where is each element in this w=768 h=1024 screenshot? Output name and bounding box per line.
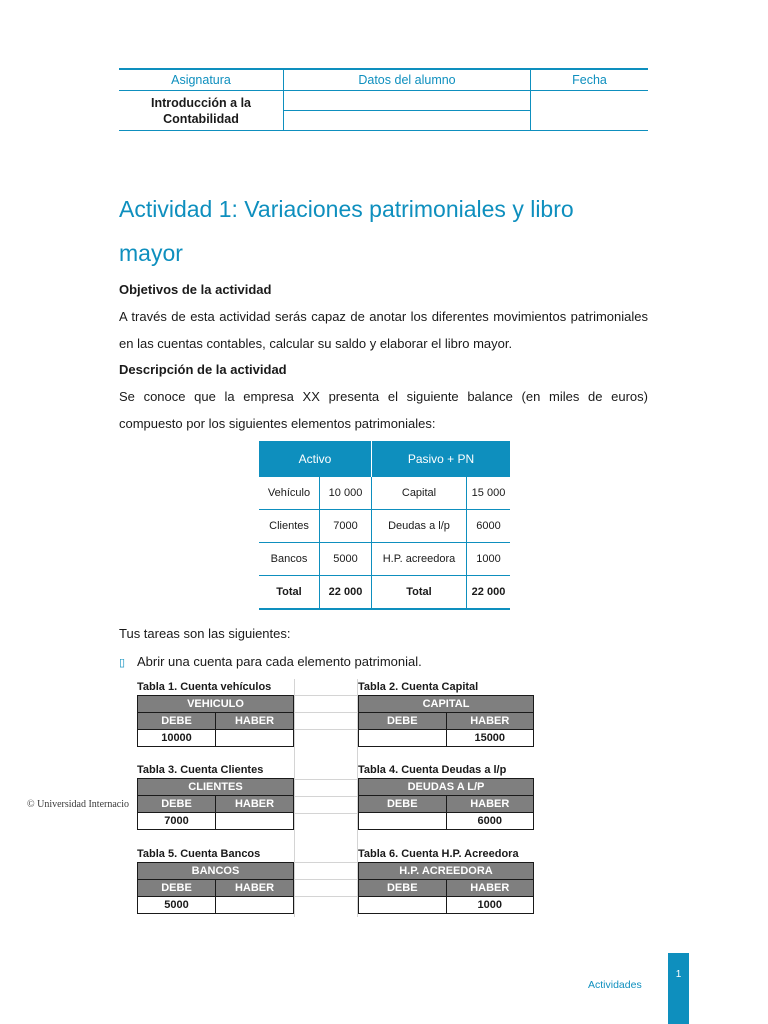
page-number-tab bbox=[668, 953, 689, 1024]
haber-label: HABER bbox=[215, 796, 293, 812]
account-columns bbox=[358, 796, 534, 812]
liability-name: Capital bbox=[372, 477, 467, 510]
description-text: Se conoce que la empresa XX presenta el siguiente balance (en miles de euros) compuesto por los siguientes elementos patrimoniales: bbox=[119, 389, 648, 431]
haber-label: HABER bbox=[446, 713, 534, 729]
subject-line-1: Introducción a la bbox=[150, 95, 251, 110]
account-values bbox=[358, 812, 534, 830]
haber-value: 6000 bbox=[446, 813, 534, 829]
header-date-label: Fecha bbox=[531, 69, 649, 91]
grid-line bbox=[294, 712, 357, 713]
objectives-text: A través de esta actividad serás capaz de anotar los diferentes movimientos patrimoniales en las cuentas contables, calcular su saldo y elaborar el libro mayor. bbox=[119, 309, 648, 351]
description-heading: Descripción de la actividad bbox=[119, 362, 287, 377]
liability-value: 6000 bbox=[467, 510, 511, 543]
account-columns bbox=[358, 880, 534, 896]
objectives-heading: Objetivos de la actividad bbox=[119, 282, 272, 297]
account-name: DEUDAS A L/P bbox=[358, 778, 534, 796]
account-name: VEHICULO bbox=[137, 695, 294, 713]
header-subject-label: Asignatura bbox=[119, 69, 284, 91]
liability-value: 15 000 bbox=[467, 477, 511, 510]
account-values bbox=[137, 812, 294, 830]
asset-name: Clientes bbox=[259, 510, 320, 543]
grid-line bbox=[294, 896, 357, 897]
debe-value: 5000 bbox=[164, 899, 189, 911]
copyright-text: © Universidad Internacio bbox=[27, 799, 130, 810]
account-deudas bbox=[358, 762, 534, 830]
grid-line bbox=[294, 862, 357, 863]
haber-value: 1000 bbox=[446, 897, 534, 913]
asset-value: 5000 bbox=[320, 543, 372, 576]
debe-label: DEBE bbox=[161, 715, 192, 727]
haber-value bbox=[215, 813, 293, 829]
haber-value bbox=[215, 730, 293, 746]
accounts-sheet bbox=[137, 679, 535, 917]
haber-label: HABER bbox=[446, 796, 534, 812]
liability-value: 22 000 bbox=[467, 576, 511, 610]
balance-table bbox=[259, 441, 510, 610]
account-bancos bbox=[137, 846, 294, 914]
debe-value: 10000 bbox=[161, 732, 192, 744]
account-columns bbox=[137, 796, 294, 812]
account-values bbox=[358, 896, 534, 914]
debe-label: DEBE bbox=[386, 798, 418, 810]
student-name-field[interactable] bbox=[284, 91, 531, 111]
grid-line bbox=[294, 879, 357, 880]
account-name: CLIENTES bbox=[137, 778, 294, 796]
header-subject-value bbox=[119, 91, 284, 131]
page-number: 1 bbox=[675, 969, 682, 980]
grid-line bbox=[294, 679, 295, 917]
account-columns bbox=[137, 880, 294, 896]
liability-name: Total bbox=[372, 576, 467, 610]
account-values bbox=[137, 729, 294, 747]
account-vehiculo bbox=[137, 679, 294, 747]
table-row-total bbox=[259, 576, 510, 610]
account-title: Tabla 5. Cuenta Bancos bbox=[137, 848, 261, 860]
account-title: Tabla 3. Cuenta Clientes bbox=[137, 764, 264, 776]
debe-value bbox=[359, 897, 446, 913]
page-title: Actividad 1: Variaciones patrimoniales y libro mayor bbox=[119, 196, 574, 266]
account-name: BANCOS bbox=[137, 862, 294, 880]
account-values bbox=[137, 896, 294, 914]
debe-label: DEBE bbox=[386, 715, 418, 727]
account-title: Tabla 2. Cuenta Capital bbox=[358, 681, 479, 693]
header-table bbox=[119, 68, 648, 131]
liability-name: Deudas a l/p bbox=[372, 510, 467, 543]
student-extra-field[interactable] bbox=[284, 111, 531, 131]
haber-label: HABER bbox=[215, 880, 293, 896]
grid-line bbox=[294, 779, 357, 780]
asset-name: Total bbox=[259, 576, 320, 610]
account-name: H.P. ACREEDORA bbox=[358, 862, 534, 880]
account-values bbox=[358, 729, 534, 747]
table-row bbox=[259, 510, 510, 543]
account-columns bbox=[358, 713, 534, 729]
debe-label: DEBE bbox=[386, 882, 418, 894]
task-text: Abrir una cuenta para cada elemento patrimonial. bbox=[137, 654, 422, 669]
debe-value: 7000 bbox=[164, 815, 189, 827]
table-row bbox=[259, 477, 510, 510]
grid-line bbox=[294, 796, 357, 797]
assets-header: Activo bbox=[259, 441, 372, 477]
asset-name: Vehículo bbox=[259, 477, 320, 510]
haber-value: 15000 bbox=[446, 730, 534, 746]
debe-label: DEBE bbox=[161, 882, 192, 894]
subject-line-2: Contabilidad bbox=[163, 111, 239, 126]
asset-value: 7000 bbox=[320, 510, 372, 543]
grid-line bbox=[294, 729, 357, 730]
haber-label: HABER bbox=[446, 880, 534, 896]
footer-section-label: Actividades bbox=[588, 979, 642, 991]
account-columns bbox=[137, 713, 294, 729]
asset-value: 10 000 bbox=[320, 477, 372, 510]
liability-value: 1000 bbox=[467, 543, 511, 576]
asset-value: 22 000 bbox=[320, 576, 372, 610]
account-title: Tabla 1. Cuenta vehículos bbox=[137, 681, 272, 693]
account-clientes bbox=[137, 762, 294, 830]
haber-label: HABER bbox=[215, 713, 293, 729]
date-field[interactable] bbox=[531, 91, 649, 131]
bullet-icon: ▯ bbox=[119, 657, 126, 669]
account-hp-acreedora bbox=[358, 846, 534, 914]
liabilities-header: Pasivo + PN bbox=[372, 441, 511, 477]
debe-value bbox=[359, 730, 446, 746]
account-title: Tabla 4. Cuenta Deudas a l/p bbox=[358, 764, 507, 776]
header-student-label: Datos del alumno bbox=[284, 69, 531, 91]
debe-value bbox=[359, 813, 446, 829]
account-name: CAPITAL bbox=[358, 695, 534, 713]
grid-line bbox=[294, 813, 357, 814]
tasks-heading: Tus tareas son las siguientes: bbox=[119, 626, 291, 641]
table-row bbox=[259, 543, 510, 576]
debe-label: DEBE bbox=[161, 798, 192, 810]
asset-name: Bancos bbox=[259, 543, 320, 576]
haber-value bbox=[215, 897, 293, 913]
task-item bbox=[119, 654, 422, 669]
grid-line bbox=[294, 695, 357, 696]
account-capital bbox=[358, 679, 534, 747]
account-title: Tabla 6. Cuenta H.P. Acreedora bbox=[358, 848, 519, 860]
liability-name: H.P. acreedora bbox=[372, 543, 467, 576]
